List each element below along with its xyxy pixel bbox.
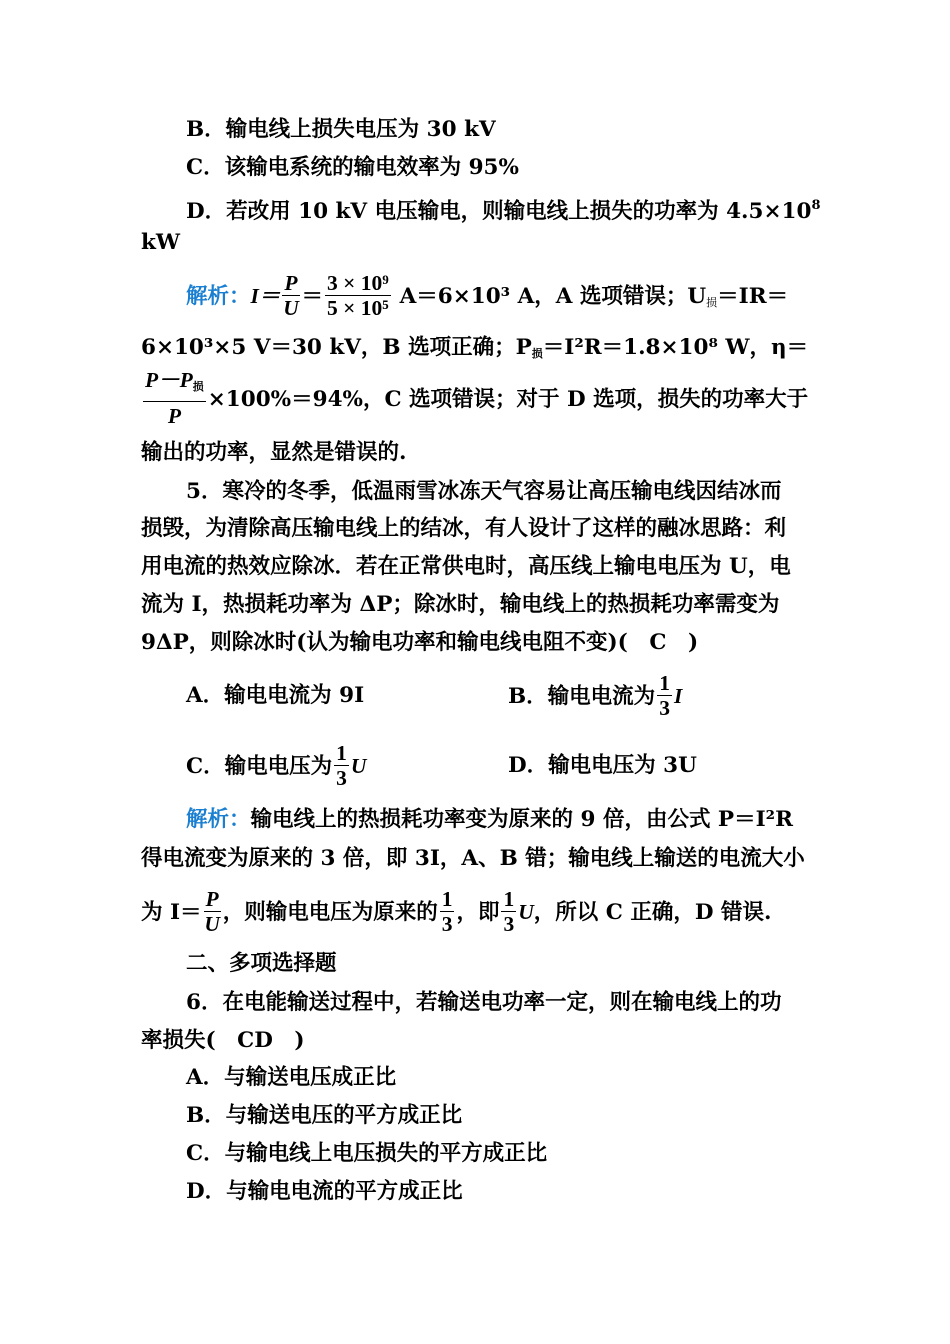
q5-stem-line4: 流为 I，热损耗功率为 ΔP；除冰时，输电线上的热损耗功率需变为 <box>141 592 780 617</box>
q4-option-d-exponent: 8 <box>811 198 821 213</box>
subscript-loss: 损 <box>706 296 718 309</box>
q4-option-d <box>186 186 820 226</box>
fraction-one-third <box>657 671 672 720</box>
fraction-numeric <box>325 271 391 320</box>
q5-solution-var: U <box>518 900 534 924</box>
q6-option-b: B．与输送电压的平方成正比 <box>186 1103 463 1128</box>
fraction-numerator <box>143 366 206 402</box>
q6-option-c: C．与输电线上电压损失的平方成正比 <box>186 1141 548 1166</box>
q4-solution-line3-rest: ×100%＝94%，C 选项错误；对于 D 选项，损失的功率大于 <box>207 387 809 412</box>
q5-option-d: D．输电电压为 3U <box>508 753 697 778</box>
fraction-numerator: 1 <box>659 670 670 695</box>
q5-solution-line3 <box>141 882 771 942</box>
q5-option-c <box>186 738 366 794</box>
fraction-p-over-u <box>204 887 221 936</box>
q4-solution-line3 <box>141 368 808 428</box>
fraction-efficiency <box>143 366 206 430</box>
q4-option-c: C．该输电系统的输电效率为 95% <box>186 155 519 180</box>
q5-option-b-var: I <box>673 684 683 708</box>
q5-stem-line2: 损毁，为清除高压输电线上的结冰，有人设计了这样的融冰思路：利 <box>141 516 787 541</box>
q6-stem-line2: 率损失( CD ) <box>141 1028 305 1053</box>
q5-solution-line3-end: ，所以 C 正确，D 错误. <box>533 900 772 925</box>
q6-option-d: D．与输电电流的平方成正比 <box>186 1179 463 1204</box>
q5-option-b <box>508 668 682 724</box>
q5-stem-line5: 9ΔP，则除冰时(认为输电功率和输电线电阻不变)( C ) <box>141 630 699 655</box>
fraction-denominator: 5 × 10⁵ <box>327 295 389 320</box>
q5-solution-line1-text: 输电线上的热损耗功率变为原来的 9 倍，由公式 P＝I²R <box>250 807 793 832</box>
q4-solution-line4: 输出的功率，显然是错误的. <box>141 440 407 465</box>
section-title: 二、多项选择题 <box>186 951 337 976</box>
fraction-denominator: 3 <box>503 911 515 936</box>
fraction-denominator: P <box>167 404 181 428</box>
q5-option-c-text: C．输电电压为 <box>186 754 333 779</box>
q5-solution-line1 <box>186 800 793 840</box>
q4-option-d-unit: kW <box>141 230 181 255</box>
solution-label: 解析： <box>186 284 251 309</box>
fraction-numerator: 3 × 10⁹ <box>327 270 389 295</box>
fraction-numerator: P <box>205 886 219 911</box>
fraction-numerator: 1 <box>503 886 515 911</box>
q6-stem-line1: 6．在电能输送过程中，若输送电功率一定，则在输电线上的功 <box>186 990 782 1015</box>
q4-solution-line2-text: 6×10³×5 V＝30 kV，B 选项正确；P <box>141 335 532 360</box>
q5-solution-line3-mid: ，则输电电压为原来的 <box>222 900 438 925</box>
solution-label: 解析： <box>186 807 251 832</box>
fraction-one-third <box>501 887 516 936</box>
eq-sign: ＝ <box>301 284 324 308</box>
eq-i: I＝ <box>250 284 281 308</box>
q5-stem-line3: 用电流的热效应除冰．若在正常供电时，高压线上输电电压为 U，电 <box>141 554 791 579</box>
q4-solution-line2-end: ＝I²R＝1.8×10⁸ W，η＝ <box>542 335 809 360</box>
q4-option-b: B．输电线上损失电压为 30 kV <box>186 117 496 142</box>
q5-option-b-text: B．输电电流为 <box>508 684 656 709</box>
q4-option-d-text: D．若改用 10 kV 电压输电，则输电线上损失的功率为 4.5×10 <box>186 199 812 224</box>
q5-option-a: A．输电电流为 9I <box>186 683 365 708</box>
fraction-numerator: 1 <box>336 740 347 765</box>
q4-solution-line1-rest: A＝6×10³ A，A 选项错误；U <box>399 284 707 309</box>
q4-solution-line1 <box>186 270 788 322</box>
q5-solution-line3-mid2: ，即 <box>456 900 500 925</box>
q4-solution-line2 <box>141 328 808 368</box>
q4-solution-line1-end: ＝IR＝ <box>717 284 789 309</box>
q5-solution-line2: 得电流变为原来的 3 倍，即 3I，A、B 错；输电线上输送的电流大小 <box>141 846 805 871</box>
subscript-loss: 损 <box>192 381 204 393</box>
fraction-one-third <box>440 887 455 936</box>
q5-stem-line1: 5．寒冷的冬季，低温雨雪冰冻天气容易让高压输电线因结冰而 <box>186 479 782 504</box>
q5-solution-line3-pre: 为 I＝ <box>141 900 202 925</box>
fraction-denominator: U <box>204 911 220 936</box>
fraction-denominator: 3 <box>336 765 347 790</box>
fraction-p-over-u <box>282 271 299 320</box>
fraction-denominator: U <box>283 295 299 320</box>
q5-option-c-var: U <box>350 754 367 778</box>
fraction-denominator: 3 <box>441 911 453 936</box>
fraction-numerator-text: P－P <box>145 368 193 392</box>
fraction-numerator: 1 <box>441 886 453 911</box>
q6-option-a: A．与输送电压成正比 <box>186 1065 397 1090</box>
subscript-loss: 损 <box>531 347 543 360</box>
fraction-one-third <box>334 741 349 790</box>
fraction-numerator: P <box>284 270 298 295</box>
fraction-denominator: 3 <box>659 695 670 720</box>
